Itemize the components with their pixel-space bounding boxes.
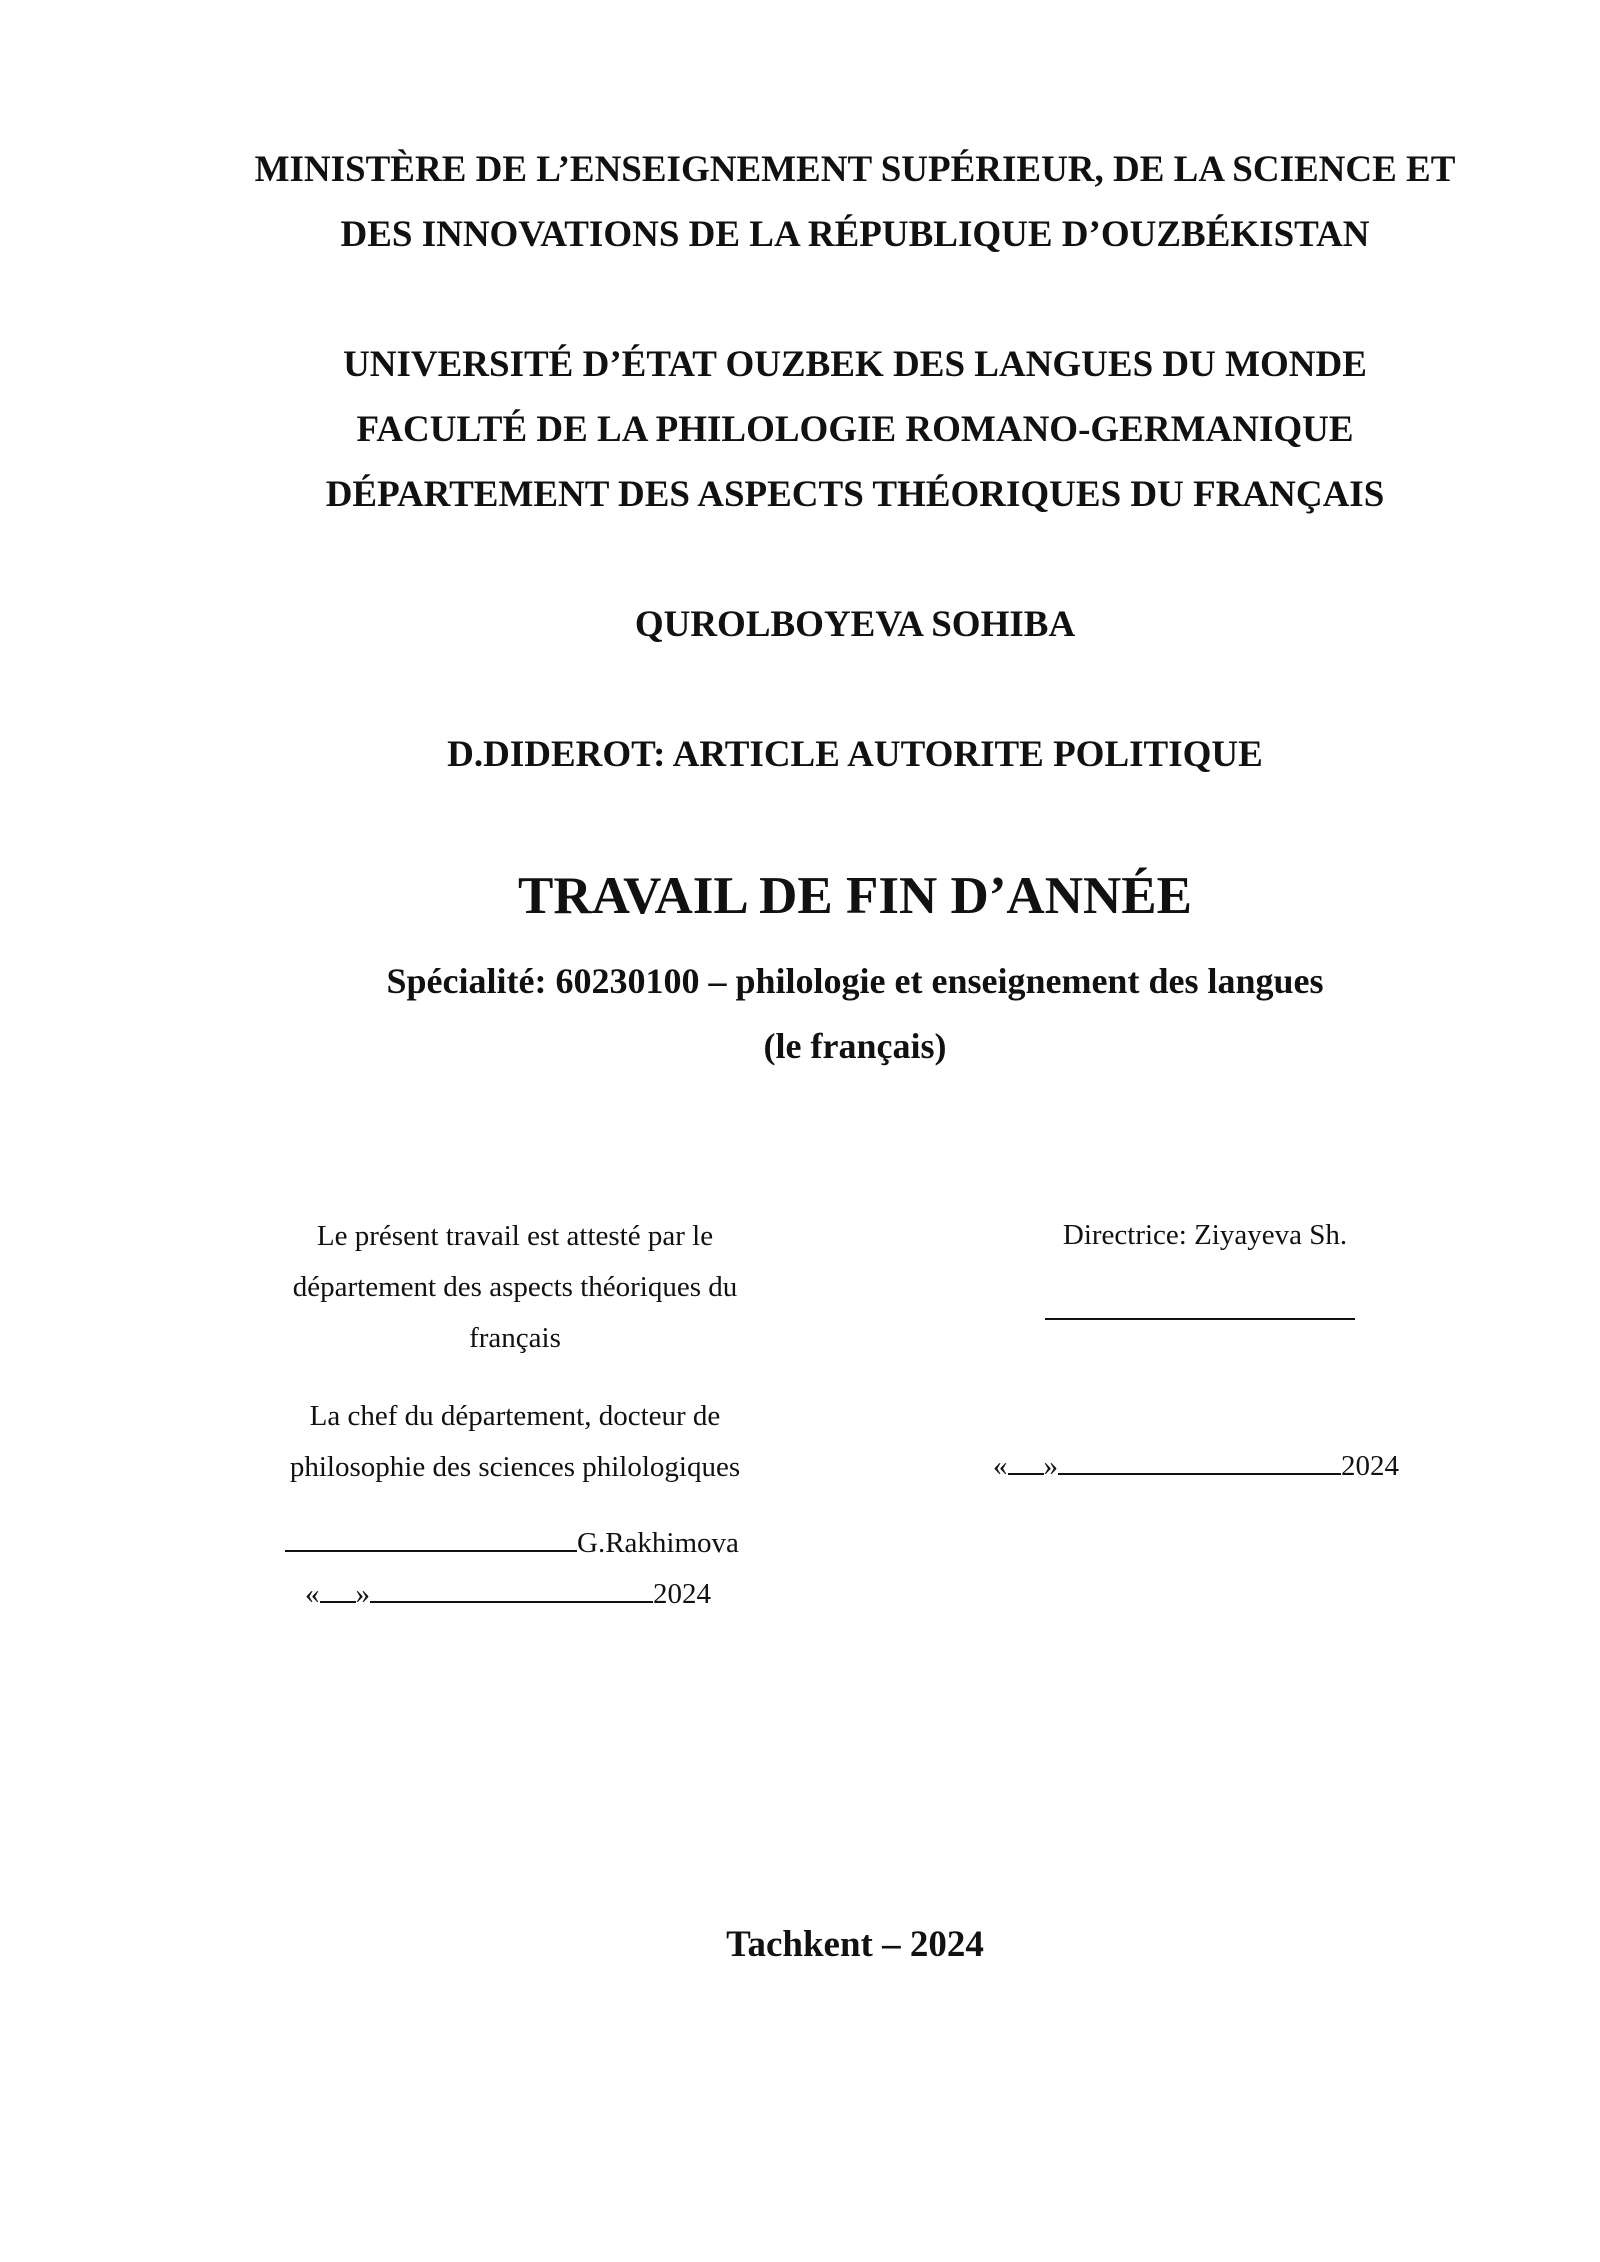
ministry-line-2: DES INNOVATIONS DE LA RÉPUBLIQUE D’OUZBÉKISTAN bbox=[340, 214, 1370, 255]
signature-line bbox=[285, 1550, 577, 1552]
date-quote-close: » bbox=[355, 1578, 370, 1610]
chef-block bbox=[265, 1391, 765, 1493]
chef-line-1: La chef du département, docteur de bbox=[309, 1400, 721, 1432]
chef-signature-name: G.Rakhimova bbox=[577, 1527, 739, 1559]
chef-signature-row bbox=[285, 1527, 739, 1560]
speciality-line-2: (le français) bbox=[763, 1026, 947, 1066]
month-blank bbox=[1058, 1473, 1341, 1475]
left-date-year: 2024 bbox=[653, 1578, 711, 1610]
attestation-line-3: français bbox=[469, 1322, 561, 1354]
work-type-title: TRAVAIL DE FIN D’ANNÉE bbox=[518, 867, 1192, 925]
left-date-row bbox=[305, 1578, 711, 1611]
right-date-row bbox=[993, 1450, 1399, 1483]
attestation-line-2: département des aspects théoriques du bbox=[292, 1271, 738, 1303]
department-name: DÉPARTEMENT DES ASPECTS THÉORIQUES DU FRANÇAIS bbox=[325, 474, 1385, 515]
ministry-line-1: MINISTÈRE DE L’ENSEIGNEMENT SUPÉRIEUR, DE LA SCIENCE ET bbox=[254, 149, 1456, 190]
director-signature-line bbox=[1045, 1318, 1355, 1320]
day-blank bbox=[1008, 1473, 1044, 1475]
topic-title: D.DIDEROT: ARTICLE AUTORITE POLITIQUE bbox=[447, 734, 1263, 775]
right-date-year: 2024 bbox=[1341, 1450, 1399, 1482]
attestation-line-1: Le présent travail est attesté par le bbox=[316, 1220, 714, 1252]
date-quote-close: » bbox=[1043, 1450, 1058, 1482]
speciality-line-1: Spécialité: 60230100 – philologie et enseignement des langues bbox=[386, 961, 1324, 1001]
director-label: Directrice: Ziyayeva Sh. bbox=[1062, 1219, 1348, 1251]
month-blank bbox=[370, 1601, 653, 1603]
faculty-name: FACULTÉ DE LA PHILOLOGIE ROMANO-GERMANIQUE bbox=[356, 409, 1354, 450]
date-quote-open: « bbox=[993, 1450, 1008, 1482]
footer-place-year: Tachkent – 2024 bbox=[726, 1924, 984, 1965]
attestation-block bbox=[265, 1211, 765, 1364]
university-name: UNIVERSITÉ D’ÉTAT OUZBEK DES LANGUES DU MONDE bbox=[343, 344, 1367, 385]
author-name: QUROLBOYEVA SOHIBA bbox=[634, 604, 1076, 645]
chef-line-2: philosophie des sciences philologiques bbox=[289, 1451, 741, 1483]
date-quote-open: « bbox=[305, 1578, 320, 1610]
day-blank bbox=[320, 1601, 356, 1603]
